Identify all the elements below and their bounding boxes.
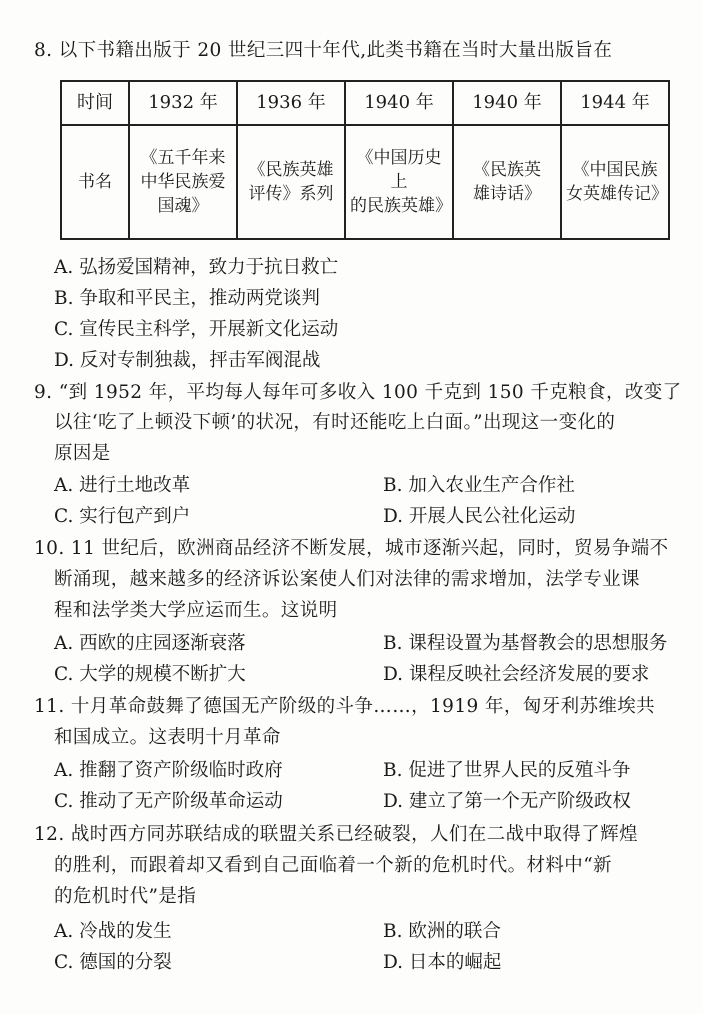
- q11-option-c[interactable]: C. 推动了无产阶级革命运动: [54, 791, 283, 812]
- book-title-line: 《中国民族: [572, 160, 658, 180]
- year-cell: 1944 年: [561, 81, 669, 125]
- q11-option-a[interactable]: A. 推翻了资产阶级临时政府: [54, 760, 283, 781]
- q9-option-d[interactable]: D. 开展人民公社化运动: [383, 506, 576, 527]
- q12-option-c[interactable]: C. 德国的分裂: [54, 952, 172, 973]
- book-cell: [453, 125, 561, 239]
- book-title-line: 评传》系列: [248, 184, 334, 204]
- q10-stem-line: 断涌现，越来越多的经济诉讼案使人们对法律的需求增加，法学专业课: [54, 569, 640, 590]
- q8-option-d[interactable]: D. 反对专制独裁，抨击军阀混战: [54, 350, 321, 371]
- q10-option-a[interactable]: A. 西欧的庄园逐渐衰落: [54, 633, 246, 654]
- table-row-time: [61, 81, 669, 125]
- q9-stem-line: 以往‘吃了上顿没下顿’的状况，有时还能吃上白面。”出现这一变化的: [54, 412, 616, 433]
- book-title-line: 《五千年来: [140, 148, 226, 168]
- q10-option-d[interactable]: D. 课程反映社会经济发展的要求: [383, 664, 650, 685]
- q8-book-table: [60, 80, 670, 240]
- q9-stem-line: 9. “到 1952 年，平均每人每年可多收入 100 千克到 150 千克粮食，改变了: [34, 382, 682, 403]
- q10-stem-line: 10. 11 世纪后，欧洲商品经济不断发展，城市逐渐兴起，同时，贸易争端不: [34, 538, 669, 559]
- row-label-time: 时间: [61, 81, 129, 125]
- book-cell: [129, 125, 237, 239]
- book-cell: [345, 125, 453, 239]
- q11-option-d[interactable]: D. 建立了第一个无产阶级政权: [383, 791, 631, 812]
- q8-option-b[interactable]: B. 争取和平民主，推动两党谈判: [54, 288, 320, 309]
- book-title-line: 的民族英雄》: [350, 196, 452, 216]
- book-cell: [237, 125, 345, 239]
- year-cell: 1940 年: [453, 81, 561, 125]
- q12-stem-line: 12. 战时西方同苏联结成的联盟关系已经破裂，人们在二战中取得了辉煌: [34, 824, 638, 845]
- book-title-line: 中华民族爱: [140, 172, 226, 192]
- q8-stem: 8. 以下书籍出版于 20 世纪三四十年代,此类书籍在当时大量出版旨在: [34, 40, 613, 61]
- book-title-line: 雄诗话》: [473, 184, 541, 204]
- q11-option-b[interactable]: B. 促进了世界人民的反殖斗争: [383, 760, 631, 781]
- book-title-line: 《民族英雄: [248, 160, 334, 180]
- book-title-line: 《民族英: [473, 160, 541, 180]
- q9-option-b[interactable]: B. 加入农业生产合作社: [383, 475, 575, 496]
- table-row-books: [61, 125, 669, 239]
- q10-option-b[interactable]: B. 课程设置为基督教会的思想服务: [383, 633, 668, 654]
- q11-stem-line: 11. 十月革命鼓舞了德国无产阶级的斗争……，1919 年，匈牙利苏维埃共: [34, 696, 656, 717]
- q9-stem-line: 原因是: [54, 443, 111, 464]
- q11-stem-line: 和国成立。这表明十月革命: [54, 727, 281, 748]
- book-cell: [561, 125, 669, 239]
- q8-option-c[interactable]: C. 宣传民主科学，开展新文化运动: [54, 319, 339, 340]
- q10-stem-line: 程和法学类大学应运而生。这说明: [54, 600, 338, 621]
- q12-option-a[interactable]: A. 冷战的发生: [54, 921, 172, 942]
- book-title-line: 女英雄传记》: [566, 184, 668, 204]
- q12-stem-line: 的胜利，而跟着却又看到自己面临着一个新的危机时代。材料中“新: [54, 855, 612, 876]
- q9-option-c[interactable]: C. 实行包产到户: [54, 506, 191, 527]
- book-title-line: 《中国历史上: [356, 148, 442, 192]
- year-cell: 1932 年: [129, 81, 237, 125]
- q10-option-c[interactable]: C. 大学的规模不断扩大: [54, 664, 246, 685]
- q12-option-d[interactable]: D. 日本的崛起: [383, 952, 502, 973]
- year-cell: 1936 年: [237, 81, 345, 125]
- q9-option-a[interactable]: A. 进行土地改革: [54, 475, 191, 496]
- row-label-name: 书名: [61, 125, 129, 239]
- q8-option-a[interactable]: A. 弘扬爱国精神，致力于抗日救亡: [54, 257, 339, 278]
- book-title-line: 国魂》: [157, 196, 209, 216]
- year-cell: 1940 年: [345, 81, 453, 125]
- q12-stem-line: 的危机时代”是指: [54, 886, 197, 907]
- q12-option-b[interactable]: B. 欧洲的联合: [383, 921, 501, 942]
